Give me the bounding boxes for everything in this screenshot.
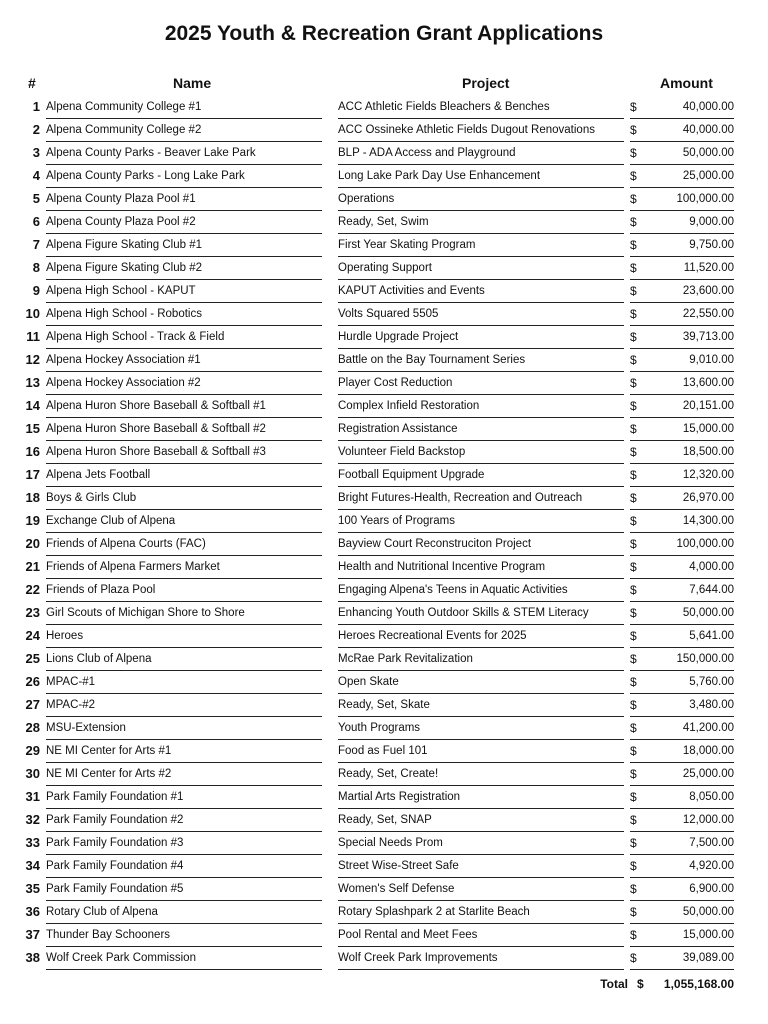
currency-symbol: $ [630,305,648,326]
project-name: Special Needs Prom [338,834,624,855]
table-row [0,878,768,901]
table-row [0,234,768,257]
currency-symbol: $ [630,673,648,694]
amount-value: 23,600.00 [648,282,734,303]
row-number: 3 [32,145,40,160]
table-row [0,556,768,579]
applicant-name: Park Family Foundation #4 [46,857,322,878]
project-name: ACC Athletic Fields Bleachers & Benches [338,98,624,119]
applicant-name: NE MI Center for Arts #1 [46,742,322,763]
project-name: Food as Fuel 101 [338,742,624,763]
currency-symbol: $ [630,719,648,740]
project-name: KAPUT Activities and Events [338,282,624,303]
amount-value: 5,760.00 [648,673,734,694]
row-number: 31 [25,789,40,804]
amount-value: 39,713.00 [648,328,734,349]
amount-value: 50,000.00 [648,604,734,625]
table-row [0,763,768,786]
row-number: 24 [25,628,40,643]
row-number: 1 [32,99,40,114]
applicant-name: Girl Scouts of Michigan Shore to Shore [46,604,322,625]
amount-value: 9,010.00 [648,351,734,372]
currency-symbol: $ [630,282,648,303]
project-name: Bright Futures-Health, Recreation and Outreach [338,489,624,510]
applicant-name: Friends of Alpena Courts (FAC) [46,535,322,556]
applicant-name: Alpena High School - Robotics [46,305,322,326]
currency-symbol: $ [630,926,648,947]
project-name: Open Skate [338,673,624,694]
amount-value: 26,970.00 [648,489,734,510]
project-name: Football Equipment Upgrade [338,466,624,487]
project-name: Ready, Set, SNAP [338,811,624,832]
table-row [0,211,768,234]
row-number: 34 [25,858,40,873]
applicant-name: Alpena Huron Shore Baseball & Softball #1 [46,397,322,418]
project-name: Ready, Set, Skate [338,696,624,717]
project-name: Wolf Creek Park Improvements [338,949,624,970]
applicant-name: MPAC-#1 [46,673,322,694]
project-name: Ready, Set, Create! [338,765,624,786]
row-number: 6 [32,214,40,229]
row-number: 18 [25,490,40,505]
table-row [0,119,768,142]
project-name: 100 Years of Programs [338,512,624,533]
amount-value: 9,750.00 [648,236,734,257]
currency-symbol: $ [630,742,648,763]
applicant-name: Park Family Foundation #5 [46,880,322,901]
table-row [0,441,768,464]
currency-symbol: $ [630,627,648,648]
table-row [0,349,768,372]
currency-symbol: $ [630,397,648,418]
row-number: 26 [25,674,40,689]
currency-symbol: $ [630,949,648,970]
column-header-name: Name [173,75,212,91]
column-header-project: Project [462,75,510,91]
project-name: ACC Ossineke Athletic Fields Dugout Renovations [338,121,624,142]
table-row [0,855,768,878]
currency-symbol: $ [630,650,648,671]
project-name: Women's Self Defense [338,880,624,901]
row-number: 37 [25,927,40,942]
currency-symbol: $ [630,443,648,464]
column-header-amount: Amount [660,75,713,91]
table-row [0,579,768,602]
row-number: 17 [25,467,40,482]
project-name: Volts Squared 5505 [338,305,624,326]
table-row [0,418,768,441]
row-number: 36 [25,904,40,919]
currency-symbol: $ [630,328,648,349]
applications-table [0,96,768,970]
row-number: 27 [25,697,40,712]
row-number: 9 [32,283,40,298]
project-name: Youth Programs [338,719,624,740]
applicant-name: Park Family Foundation #2 [46,811,322,832]
project-name: McRae Park Revitalization [338,650,624,671]
page-title: 2025 Youth & Recreation Grant Applications [164,22,604,45]
project-name: Street Wise-Street Safe [338,857,624,878]
currency-symbol: $ [630,857,648,878]
currency-symbol: $ [630,604,648,625]
applicant-name: Park Family Foundation #3 [46,834,322,855]
row-number: 30 [25,766,40,781]
project-name: Player Cost Reduction [338,374,624,395]
amount-value: 12,000.00 [648,811,734,832]
project-name: Pool Rental and Meet Fees [338,926,624,947]
total-label: Total [600,977,628,991]
currency-symbol: $ [630,144,648,165]
applicant-name: Friends of Plaza Pool [46,581,322,602]
currency-symbol: $ [630,420,648,441]
amount-value: 11,520.00 [648,259,734,280]
applicant-name: Park Family Foundation #1 [46,788,322,809]
applicant-name: Alpena County Parks - Beaver Lake Park [46,144,322,165]
table-row [0,832,768,855]
amount-value: 150,000.00 [648,650,734,671]
total-amount: 1,055,168.00 [663,977,734,991]
row-number: 19 [25,513,40,528]
project-name: Engaging Alpena's Teens in Aquatic Activities [338,581,624,602]
row-number: 10 [25,306,40,321]
row-number: 20 [25,536,40,551]
currency-symbol: $ [630,834,648,855]
row-number: 23 [25,605,40,620]
table-row [0,924,768,947]
currency-symbol: $ [630,167,648,188]
applicant-name: Heroes [46,627,322,648]
row-number: 4 [32,168,40,183]
applicant-name: Alpena Community College #1 [46,98,322,119]
table-row [0,717,768,740]
currency-symbol: $ [630,236,648,257]
amount-value: 50,000.00 [648,903,734,924]
row-number: 35 [25,881,40,896]
currency-symbol: $ [630,903,648,924]
project-name: Martial Arts Registration [338,788,624,809]
amount-value: 9,000.00 [648,213,734,234]
table-row [0,395,768,418]
row-number: 32 [25,812,40,827]
applicant-name: Rotary Club of Alpena [46,903,322,924]
project-name: Volunteer Field Backstop [338,443,624,464]
amount-value: 39,089.00 [648,949,734,970]
row-number: 38 [25,950,40,965]
row-number: 8 [32,260,40,275]
applicant-name: Alpena Hockey Association #2 [46,374,322,395]
table-row [0,303,768,326]
applicant-name: Alpena Jets Football [46,466,322,487]
amount-value: 18,000.00 [648,742,734,763]
applicant-name: Alpena Community College #2 [46,121,322,142]
currency-symbol: $ [630,374,648,395]
table-row [0,533,768,556]
amount-value: 20,151.00 [648,397,734,418]
project-name: Operating Support [338,259,624,280]
applicant-name: MSU-Extension [46,719,322,740]
row-number: 5 [32,191,40,206]
amount-value: 7,500.00 [648,834,734,855]
table-row [0,740,768,763]
table-row [0,901,768,924]
table-row [0,165,768,188]
total-currency: $ [637,977,644,991]
amount-value: 18,500.00 [648,443,734,464]
applicant-name: Wolf Creek Park Commission [46,949,322,970]
project-name: Hurdle Upgrade Project [338,328,624,349]
applicant-name: Lions Club of Alpena [46,650,322,671]
applicant-name: Alpena Huron Shore Baseball & Softball #3 [46,443,322,464]
currency-symbol: $ [630,765,648,786]
applicant-name: Alpena Figure Skating Club #1 [46,236,322,257]
currency-symbol: $ [630,121,648,142]
amount-value: 15,000.00 [648,420,734,441]
currency-symbol: $ [630,880,648,901]
table-row [0,257,768,280]
table-row [0,487,768,510]
currency-symbol: $ [630,98,648,119]
currency-symbol: $ [630,213,648,234]
project-name: Heroes Recreational Events for 2025 [338,627,624,648]
currency-symbol: $ [630,489,648,510]
project-name: Operations [338,190,624,211]
table-row [0,602,768,625]
currency-symbol: $ [630,190,648,211]
currency-symbol: $ [630,811,648,832]
project-name: Ready, Set, Swim [338,213,624,234]
project-name: Long Lake Park Day Use Enhancement [338,167,624,188]
row-number: 22 [25,582,40,597]
applicant-name: Alpena County Plaza Pool #2 [46,213,322,234]
applicant-name: MPAC-#2 [46,696,322,717]
applicant-name: Alpena County Plaza Pool #1 [46,190,322,211]
amount-value: 22,550.00 [648,305,734,326]
table-row [0,625,768,648]
row-number: 28 [25,720,40,735]
applicant-name: NE MI Center for Arts #2 [46,765,322,786]
column-header-number: # [28,75,36,91]
table-row [0,947,768,970]
applicant-name: Alpena High School - KAPUT [46,282,322,303]
table-row [0,280,768,303]
table-row [0,326,768,349]
applicant-name: Alpena County Parks - Long Lake Park [46,167,322,188]
table-row [0,648,768,671]
row-number: 33 [25,835,40,850]
applicant-name: Thunder Bay Schooners [46,926,322,947]
row-number: 14 [25,398,40,413]
project-name: Rotary Splashpark 2 at Starlite Beach [338,903,624,924]
row-number: 15 [25,421,40,436]
amount-value: 6,900.00 [648,880,734,901]
currency-symbol: $ [630,558,648,579]
row-number: 25 [25,651,40,666]
project-name: Registration Assistance [338,420,624,441]
amount-value: 25,000.00 [648,167,734,188]
applicant-name: Alpena High School - Track & Field [46,328,322,349]
currency-symbol: $ [630,788,648,809]
amount-value: 41,200.00 [648,719,734,740]
row-number: 12 [25,352,40,367]
amount-value: 7,644.00 [648,581,734,602]
table-row [0,372,768,395]
applicant-name: Friends of Alpena Farmers Market [46,558,322,579]
table-row [0,142,768,165]
applicant-name: Alpena Hockey Association #1 [46,351,322,372]
amount-value: 15,000.00 [648,926,734,947]
project-name: Enhancing Youth Outdoor Skills & STEM Literacy [338,604,624,625]
amount-value: 3,480.00 [648,696,734,717]
row-number: 11 [26,329,40,344]
applicant-name: Alpena Figure Skating Club #2 [46,259,322,280]
amount-value: 25,000.00 [648,765,734,786]
currency-symbol: $ [630,535,648,556]
amount-value: 14,300.00 [648,512,734,533]
table-row [0,809,768,832]
applicant-name: Exchange Club of Alpena [46,512,322,533]
row-number: 16 [25,444,40,459]
row-number: 7 [32,237,40,252]
currency-symbol: $ [630,259,648,280]
table-row [0,96,768,119]
table-row [0,464,768,487]
table-row [0,188,768,211]
table-row [0,786,768,809]
amount-value: 100,000.00 [648,535,734,556]
table-row [0,510,768,533]
currency-symbol: $ [630,696,648,717]
amount-value: 4,920.00 [648,857,734,878]
row-number: 2 [32,122,40,137]
project-name: Complex Infield Restoration [338,397,624,418]
amount-value: 100,000.00 [648,190,734,211]
row-number: 29 [25,743,40,758]
table-row [0,694,768,717]
amount-value: 40,000.00 [648,121,734,142]
row-number: 13 [25,375,40,390]
currency-symbol: $ [630,512,648,533]
amount-value: 40,000.00 [648,98,734,119]
amount-value: 5,641.00 [648,627,734,648]
currency-symbol: $ [630,581,648,602]
amount-value: 8,050.00 [648,788,734,809]
amount-value: 4,000.00 [648,558,734,579]
amount-value: 50,000.00 [648,144,734,165]
currency-symbol: $ [630,351,648,372]
project-name: Bayview Court Reconstruciton Project [338,535,624,556]
table-row [0,671,768,694]
project-name: BLP - ADA Access and Playground [338,144,624,165]
project-name: Health and Nutritional Incentive Program [338,558,624,579]
applicant-name: Boys & Girls Club [46,489,322,510]
amount-value: 13,600.00 [648,374,734,395]
currency-symbol: $ [630,466,648,487]
project-name: First Year Skating Program [338,236,624,257]
row-number: 21 [25,559,40,574]
project-name: Battle on the Bay Tournament Series [338,351,624,372]
amount-value: 12,320.00 [648,466,734,487]
applicant-name: Alpena Huron Shore Baseball & Softball #2 [46,420,322,441]
